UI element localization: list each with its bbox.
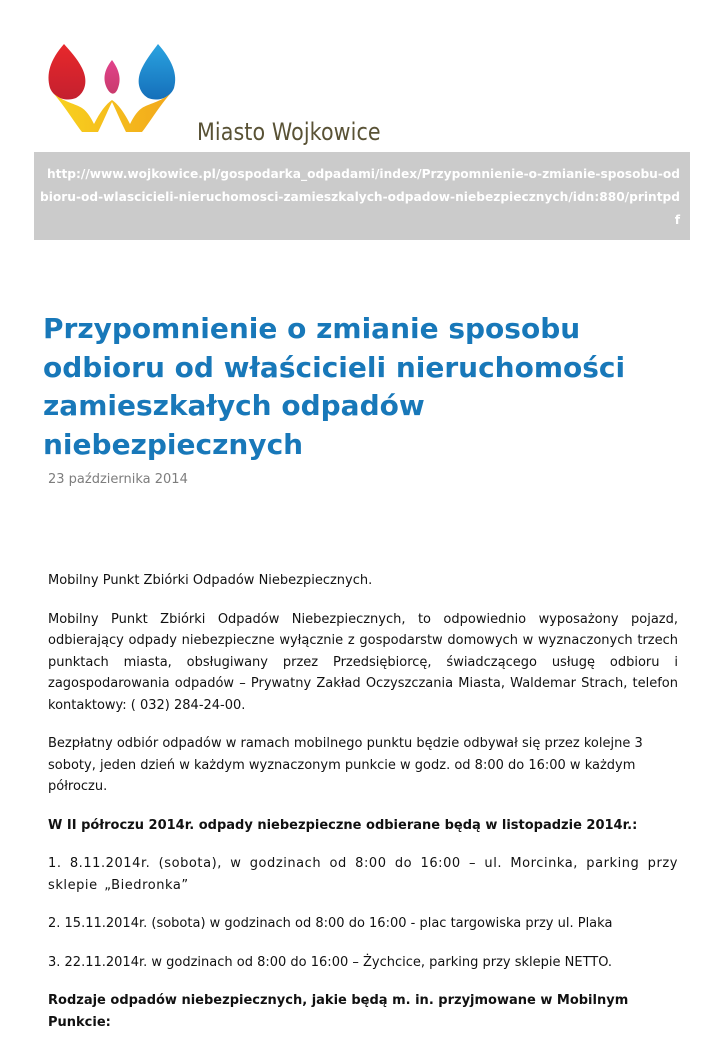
article-date: 23 października 2014 [48, 472, 188, 487]
logo-pink-drop [105, 60, 120, 94]
page-url[interactable]: http://www.wojkowice.pl/gospodarka_odpadami/index/Przypomnienie-o-zmianie-sposobu-odbioru-od-wlascicieli-nieruchomosci-zamieszkalych-odpadow-niebezpiecznych/idn:880/printpdf [40, 167, 680, 227]
paragraph-schedule-heading: W II półroczu 2014r. odpady niebezpieczne odbierane będą w listopadzie 2014r.: [48, 817, 638, 833]
logo-blue-drop [139, 44, 176, 100]
logo-yellow-shape [54, 94, 170, 132]
url-bar [34, 152, 690, 240]
article-title: Przypomnienie o zmianie sposobu odbioru od właścicieli nieruchomości zamieszkałych odpadów niebezpiecznych [43, 312, 626, 461]
paragraph-schedule-info: Bezpłatny odbiór odpadów w ramach mobilnego punktu będzie odbywał się przez kolejne 3 soboty, jeden dzień w każdym wyznaczonym punkcie w godz. od 8:00 do 16:00 w każdym półroczu. [48, 736, 643, 794]
paragraph-description: Mobilny Punkt Zbiórki Odpadów Niebezpiecznych, to odpowiednio wyposażony pojazd, odbierający odpady niebezpieczne wyłącznie z gospodarstw domowych w wyznaczonych trzech punktach miasta, obsługiwany przez Przedsiębiorcę, świadczącego usługę odbioru i zagospodarowania odpadów – Prywatny Zakład Oczyszczania Miasta, Waldemar Strach, telefon kontaktowy: ( 032) 284-24-00. [48, 611, 678, 713]
schedule-item-3: 3. 22.11.2014r. w godzinach od 8:00 do 16:00 – Żychcice, parking przy sklepie NETTO. [48, 954, 613, 970]
article-body [48, 570, 678, 1050]
site-name: Miasto Wojkowice [197, 118, 381, 146]
schedule-item-2: 2. 15.11.2014r. (sobota) w godzinach od 8:00 do 16:00 - plac targowiska przy ul. Plaka [48, 916, 613, 931]
paragraph-intro: Mobilny Punkt Zbiórki Odpadów Niebezpiecznych. [48, 573, 373, 588]
logo-red-drop [49, 44, 86, 100]
paragraph-waste-types-heading: Rodzaje odpadów niebezpiecznych, jakie będą m. in. przyjmowane w Mobilnym Punkcie: [48, 993, 629, 1030]
schedule-item-1: 1. 8.11.2014r. (sobota), w godzinach od 8:00 do 16:00 – ul. Morcinka, parking przy sklepie „Biedronka” [48, 856, 678, 893]
city-logo [46, 42, 179, 136]
